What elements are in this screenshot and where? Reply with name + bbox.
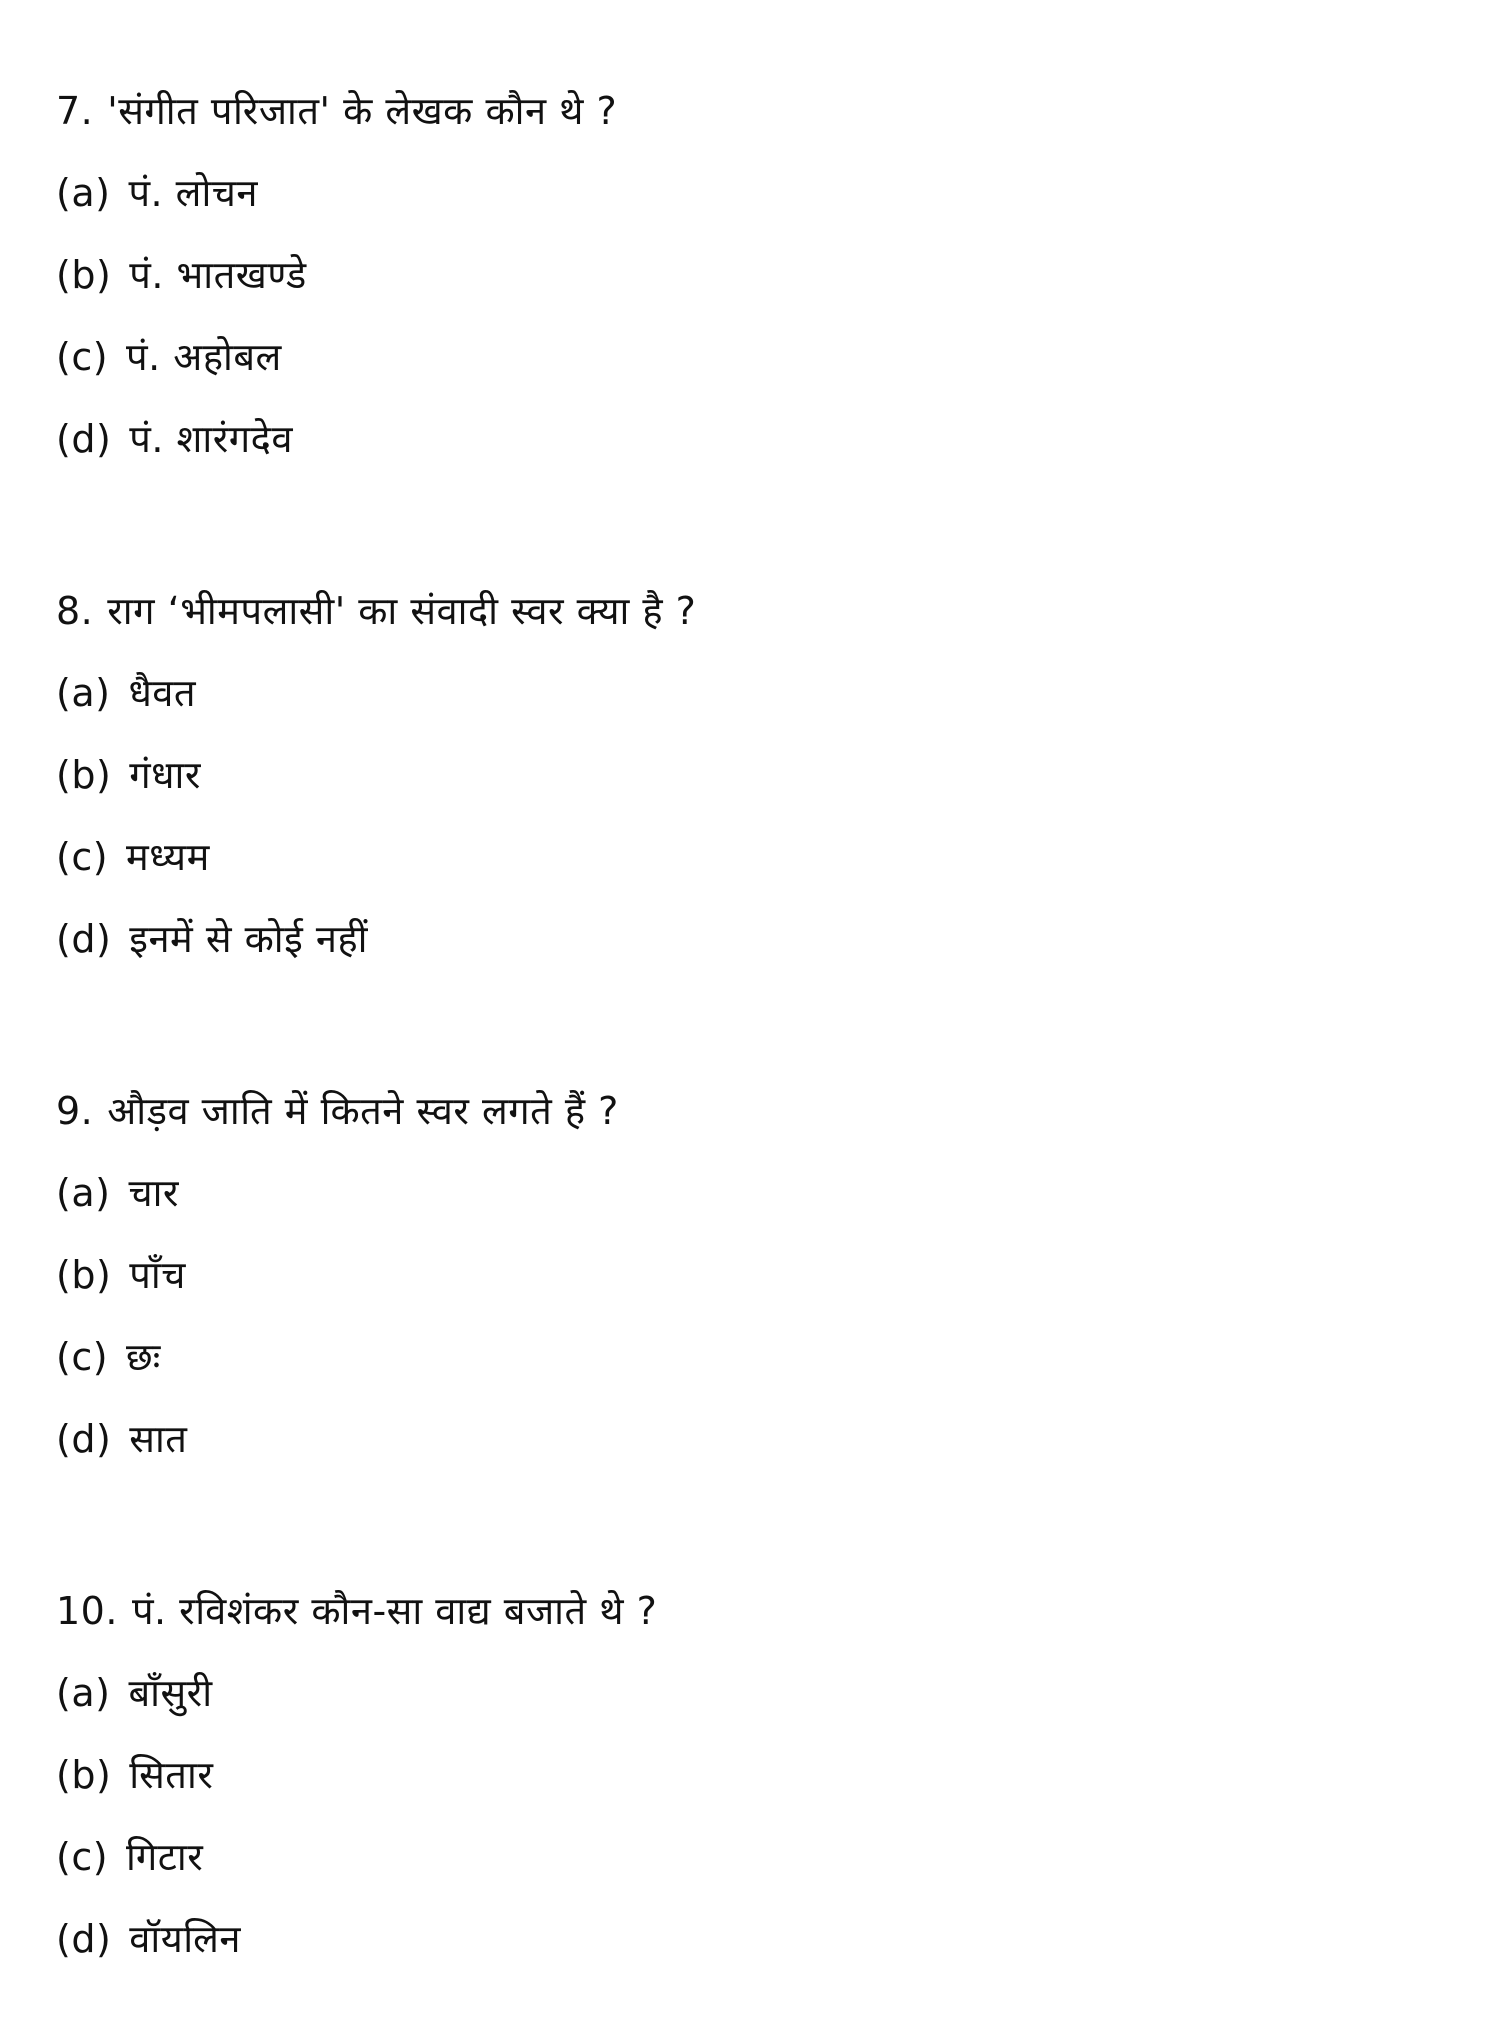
option-b — [56, 1734, 1436, 1816]
question-number: 9. — [56, 1089, 94, 1133]
option-label: (d) — [56, 917, 112, 961]
option-a — [56, 1652, 1436, 1734]
question-7 — [56, 70, 1436, 480]
question-text — [56, 570, 1436, 652]
option-d — [56, 1398, 1436, 1480]
option-text: बाँसुरी — [128, 1671, 213, 1715]
option-label: (a) — [56, 1171, 111, 1215]
question-8 — [56, 570, 1436, 980]
option-b — [56, 234, 1436, 316]
option-text: सितार — [129, 1753, 214, 1797]
option-text: पं. अहोबल — [126, 335, 282, 379]
option-label: (a) — [56, 1671, 111, 1715]
question-text — [56, 70, 1436, 152]
option-text: वॉयलिन — [129, 1917, 241, 1961]
question-stem: औड़व जाति में कितने स्वर लगते हैं ? — [107, 1089, 619, 1133]
option-label: (d) — [56, 1417, 112, 1461]
question-10 — [56, 1570, 1436, 1980]
option-text: सात — [129, 1417, 188, 1461]
option-d — [56, 898, 1436, 980]
option-c — [56, 316, 1436, 398]
option-text: पं. शारंगदेव — [129, 417, 293, 461]
option-text: चार — [128, 1171, 179, 1215]
option-a — [56, 1152, 1436, 1234]
option-label: (c) — [56, 835, 109, 879]
option-label: (b) — [56, 1253, 112, 1297]
option-label: (d) — [56, 1917, 112, 1961]
option-text: मध्यम — [126, 835, 210, 879]
option-text: पं. लोचन — [128, 171, 259, 215]
option-text: पं. भातखण्डे — [129, 253, 307, 297]
option-text: धैवत — [128, 671, 197, 715]
option-d — [56, 398, 1436, 480]
option-label: (b) — [56, 753, 112, 797]
question-9 — [56, 1070, 1436, 1480]
option-text: गंधार — [129, 753, 201, 797]
question-text — [56, 1070, 1436, 1152]
question-number: 7. — [56, 89, 94, 133]
option-label: (d) — [56, 417, 112, 461]
question-text — [56, 1570, 1436, 1652]
option-label: (c) — [56, 1835, 109, 1879]
option-label: (b) — [56, 1753, 112, 1797]
option-label: (a) — [56, 671, 111, 715]
option-text: गिटार — [126, 1835, 204, 1879]
question-sheet — [56, 70, 1436, 1980]
option-label: (a) — [56, 171, 111, 215]
option-d — [56, 1898, 1436, 1980]
option-text: छः — [126, 1335, 161, 1379]
option-c — [56, 816, 1436, 898]
option-label: (c) — [56, 1335, 109, 1379]
question-stem: राग ‘भीमपलासी' का संवादी स्वर क्या है ? — [107, 589, 697, 633]
option-a — [56, 652, 1436, 734]
option-label: (c) — [56, 335, 109, 379]
option-b — [56, 1234, 1436, 1316]
option-c — [56, 1816, 1436, 1898]
option-text: पाँच — [129, 1253, 186, 1297]
option-b — [56, 734, 1436, 816]
question-stem: पं. रविशंकर कौन-सा वाद्य बजाते थे ? — [131, 1589, 658, 1633]
option-a — [56, 152, 1436, 234]
option-text: इनमें से कोई नहीं — [129, 917, 368, 961]
question-stem: 'संगीत परिजात' के लेखक कौन थे ? — [107, 89, 618, 133]
question-number: 10. — [56, 1589, 118, 1633]
option-c — [56, 1316, 1436, 1398]
question-number: 8. — [56, 589, 94, 633]
option-label: (b) — [56, 253, 112, 297]
